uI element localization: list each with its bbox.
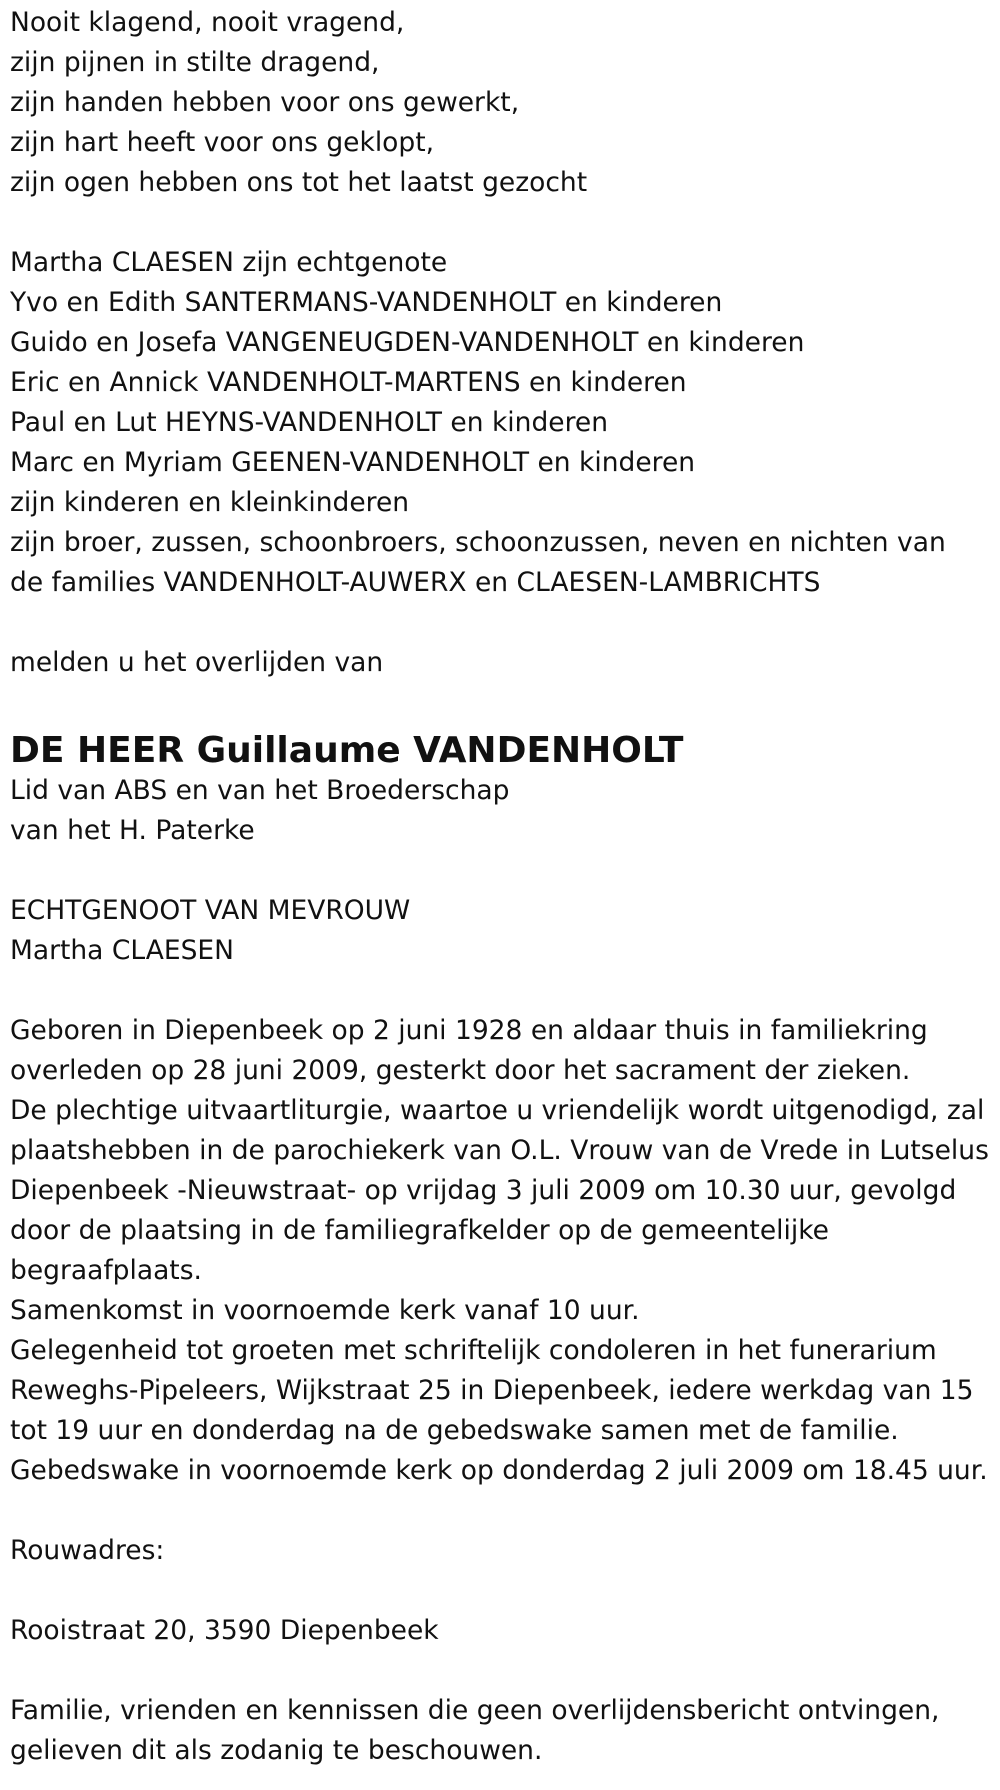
spouse-name: Martha CLAESEN [10, 935, 234, 966]
closing-line: gelieven dit als zodanig te beschouwen. [10, 1735, 543, 1766]
poem-line: zijn pijnen in stilte dragend, [10, 47, 380, 78]
spacer [10, 971, 995, 1011]
mourner-line: Yvo en Edith SANTERMANS-VANDENHOLT en kinderen [10, 287, 723, 318]
deceased-name: DE HEER Guillaume VANDENHOLT [10, 730, 684, 771]
spacer [10, 1491, 995, 1531]
funeral-details [10, 1011, 995, 1491]
detail-line: tot 19 uur en donderdag na de gebedswake samen met de familie. [10, 1415, 899, 1446]
poem-line: zijn handen hebben voor ons gewerkt, [10, 87, 520, 118]
mourner-line: Martha CLAESEN zijn echtgenote [10, 247, 448, 278]
mourner-line: Guido en Josefa VANGENEUGDEN-VANDENHOLT en kinderen [10, 327, 805, 358]
obituary-notice [10, 3, 995, 1771]
spacer [10, 1651, 995, 1691]
membership-line: van het H. Paterke [10, 815, 255, 846]
detail-line: Reweghs-Pipeleers, Wijkstraat 25 in Diepenbeek, iedere werkdag van 15 [10, 1375, 974, 1406]
mourners-list [10, 243, 995, 603]
poem-line: zijn ogen hebben ons tot het laatst gezocht [10, 167, 588, 198]
mourning-address: Rooistraat 20, 3590 Diepenbeek [10, 1615, 439, 1646]
closing-note [10, 1691, 995, 1771]
spacer [10, 683, 995, 723]
announcement: melden u het overlijden van [10, 647, 384, 678]
detail-line: overleden op 28 juni 2009, gesterkt door het sacrament der zieken. [10, 1055, 911, 1086]
membership-line: Lid van ABS en van het Broederschap [10, 775, 510, 806]
spacer [10, 603, 995, 643]
spacer [10, 1571, 995, 1611]
poem-line: Nooit klagend, nooit vragend, [10, 7, 405, 38]
spouse-heading: ECHTGENOOT VAN MEVROUW [10, 895, 411, 926]
mourning-address-label: Rouwadres: [10, 1535, 165, 1566]
mourner-line: Eric en Annick VANDENHOLT-MARTENS en kinderen [10, 367, 687, 398]
detail-line: Samenkomst in voornoemde kerk vanaf 10 uur. [10, 1295, 640, 1326]
mourner-line: de families VANDENHOLT-AUWERX en CLAESEN-LAMBRICHTS [10, 567, 821, 598]
mourner-line: zijn broer, zussen, schoonbroers, schoonzussen, neven en nichten van [10, 527, 946, 558]
spacer [10, 851, 995, 891]
closing-line: Familie, vrienden en kennissen die geen overlijdensbericht ontvingen, [10, 1695, 940, 1726]
mourner-line: Marc en Myriam GEENEN-VANDENHOLT en kinderen [10, 447, 696, 478]
detail-line: Diepenbeek -Nieuwstraat- op vrijdag 3 juli 2009 om 10.30 uur, gevolgd [10, 1175, 957, 1206]
poem-line: zijn hart heeft voor ons geklopt, [10, 127, 435, 158]
detail-line: door de plaatsing in de familiegrafkelder op de gemeentelijke [10, 1215, 829, 1246]
detail-line: Geboren in Diepenbeek op 2 juni 1928 en aldaar thuis in familiekring [10, 1015, 928, 1046]
spacer [10, 203, 995, 243]
mourner-line: zijn kinderen en kleinkinderen [10, 487, 410, 518]
detail-line: Gebedswake in voornoemde kerk op donderdag 2 juli 2009 om 18.45 uur. [10, 1455, 988, 1486]
detail-line: De plechtige uitvaartliturgie, waartoe u vriendelijk wordt uitgenodigd, zal [10, 1095, 985, 1126]
poem [10, 3, 995, 203]
mourner-line: Paul en Lut HEYNS-VANDENHOLT en kinderen [10, 407, 608, 438]
detail-line: begraafplaats. [10, 1255, 202, 1286]
detail-line: plaatshebben in de parochiekerk van O.L. Vrouw van de Vrede in Lutselus [10, 1135, 989, 1166]
detail-line: Gelegenheid tot groeten met schriftelijk condoleren in het funerarium [10, 1335, 937, 1366]
